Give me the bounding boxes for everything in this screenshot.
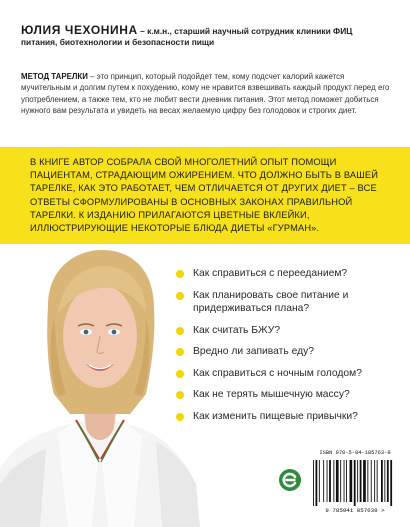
list-item: [176, 345, 401, 359]
yellow-dot-icon: [176, 391, 184, 399]
author-credentials: – к.м.н., старший научный сотрудник клиники ФИЦ питания, биотехнологии и безопасности пищи: [21, 26, 353, 47]
barcode-bars: [309, 458, 401, 507]
list-item: [176, 324, 401, 338]
isbn-label: ISBN 978-5-04-185763-9: [319, 450, 391, 456]
list-item: [176, 367, 401, 381]
yellow-banner: [0, 147, 410, 244]
question-text: Вредно ли запивать еду?: [193, 346, 314, 357]
question-text: Как не терять мышечную массу?: [193, 389, 350, 400]
banner-text: В КНИГЕ АВТОР СОБРАЛА СВОЙ МНОГОЛЕТНИЙ ОПЫТ ПОМОЩИ ПАЦИЕНТАМ, СТРАДАЮЩИМ ОЖИРЕНИЕМ. ЧТО ДОЛЖНО БЫТЬ В ВАШЕЙ ТАРЕЛКЕ, КАК ЭТО РАБОТАЕТ, ЧЕМ ОТЛИЧАЕТСЯ ОТ ДРУГИХ ДИЕТ – ВСЕ ОТВЕТЫ СФОРМУЛИРОВАНЫ В ОСНОВНЫХ ЗАКОНАХ ПРАВИЛЬНОЙ ТАРЕЛКИ. К ИЗДАНИЮ ПРИЛАГАЮТСЯ ЦВЕТНЫЕ ВКЛЕЙКИ, ИЛЛЮСТРИРУЮЩИЕ НЕКОТОРЫЕ БЛЮДА ДИЕТЫ «ГУРМАН».: [30, 157, 379, 234]
questions-list: [176, 267, 401, 423]
list-item: [176, 410, 401, 424]
yellow-dot-icon: [176, 370, 184, 378]
question-text: Как считать БЖУ?: [193, 324, 281, 336]
question-text: Как планировать свое питание и придерживаться плана?: [193, 289, 349, 314]
yellow-dot-icon: [176, 270, 184, 278]
yellow-dot-icon: [176, 292, 184, 300]
list-item: [176, 388, 401, 402]
question-text: Как изменить пищевые привычки?: [193, 410, 358, 422]
yellow-dot-icon: [176, 413, 184, 421]
publisher-logo-icon: [278, 468, 302, 492]
list-item: [176, 289, 401, 316]
yellow-dot-icon: [176, 348, 184, 356]
author-portrait: [0, 244, 200, 527]
author-name: ЮЛИЯ ЧЕХОНИНА: [21, 23, 138, 37]
barcode: [309, 450, 401, 516]
author-block: [21, 25, 391, 48]
method-description: [21, 71, 391, 116]
question-text: Как справиться с перееданием?: [193, 268, 348, 279]
list-item: [176, 267, 401, 281]
method-text: – это принцип, который подойдет тем, кому подсчет калорий кажется мучительным и долгим путем к похудению, кому не нравится взвешивать каждый продукт перед его употреблением, а также тем, кто не любит вести дневник питания. Этот метод поможет добиться нужного вам результата и увидеть на весах желаемую цифру без голодовок и строгих диет.: [21, 72, 390, 115]
question-text: Как справиться с ночным голодом?: [193, 367, 362, 379]
yellow-dot-icon: [176, 327, 184, 335]
barcode-digits: 9 785041 857639 >: [325, 507, 385, 514]
method-title: МЕТОД ТАРЕЛКИ: [21, 72, 88, 81]
